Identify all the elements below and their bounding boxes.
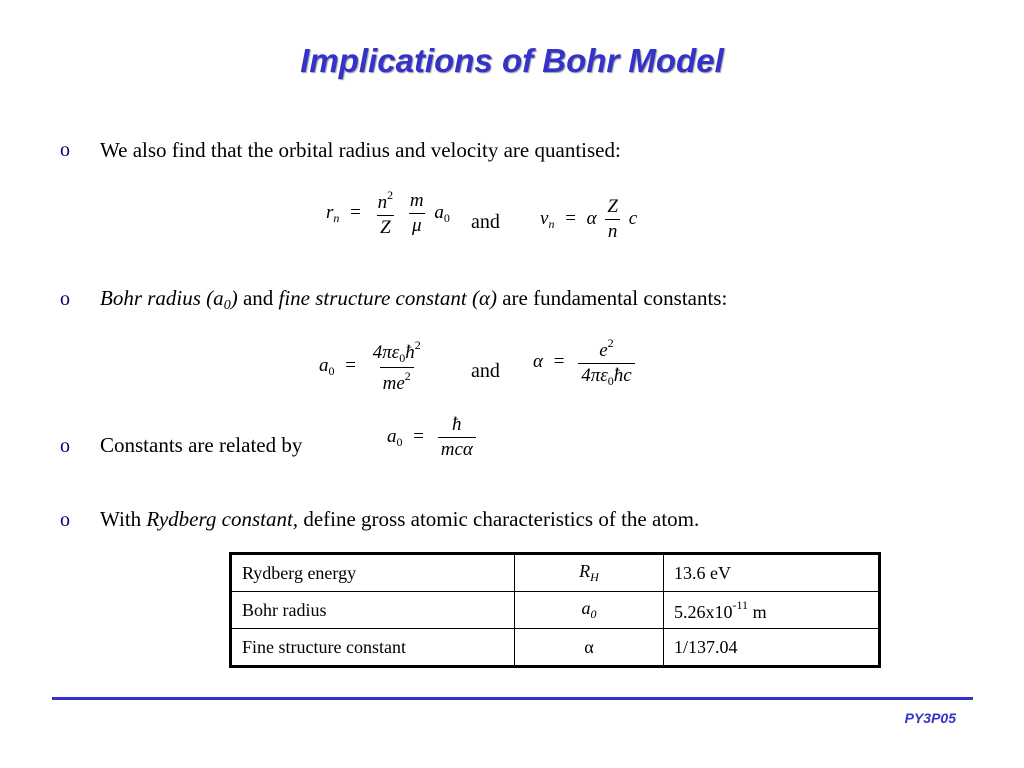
eq-operator: = xyxy=(345,354,356,376)
constant-value-cell xyxy=(664,592,880,629)
eq-symbol: m xyxy=(409,190,424,211)
bullet-text-1: We also find that the orbital radius and velocity are quantised: xyxy=(100,138,621,162)
eq-symbol: a xyxy=(387,425,397,447)
and-label-2: and xyxy=(471,360,500,382)
fraction xyxy=(578,336,634,389)
eq-symbol: a xyxy=(434,201,444,223)
symbol-text: R xyxy=(579,561,591,581)
eq-symbol: 4πε xyxy=(581,365,608,386)
eq-symbol: ħ xyxy=(405,342,415,363)
constant-value-cell xyxy=(664,629,880,667)
trailing-text: are fundamental constants: xyxy=(496,286,728,310)
symbol-subscript: H xyxy=(590,570,599,584)
slide-title: Implications of Bohr Model xyxy=(300,42,724,79)
term-subscript: 0 xyxy=(223,298,231,313)
footer-rule xyxy=(52,697,973,700)
bohr-radius-equation xyxy=(319,338,427,395)
constant-name-cell: Rydberg energy xyxy=(231,554,515,592)
eq-subscript: 0 xyxy=(443,210,450,225)
fraction xyxy=(375,188,397,239)
eq-symbol: a xyxy=(319,354,329,376)
eq-symbol: me xyxy=(382,373,405,394)
bullet-text-2 xyxy=(100,286,727,314)
eq-symbol: Z xyxy=(607,196,618,217)
fraction xyxy=(604,196,621,243)
constant-symbol-cell xyxy=(515,592,664,629)
bullet-text-4 xyxy=(100,507,699,532)
eq-subscript: 0 xyxy=(607,374,614,388)
italic-term: Bohr radius (a xyxy=(100,286,224,310)
footer-course-code: PY3P05 xyxy=(904,710,956,726)
eq-symbol: c xyxy=(628,207,638,229)
bullet-marker-1: o xyxy=(60,139,70,161)
value-unit: m xyxy=(748,601,767,622)
table-row xyxy=(231,592,880,629)
table-row xyxy=(231,629,880,667)
eq-symbol: mcα xyxy=(438,437,476,461)
eq-symbol: n xyxy=(377,192,388,213)
eq-subscript: 0 xyxy=(399,351,406,365)
eq-symbol: ħ xyxy=(452,414,462,435)
eq-symbol: n xyxy=(605,219,621,243)
eq-symbol: Z xyxy=(377,215,394,239)
eq-operator: = xyxy=(350,201,361,223)
velocity-equation xyxy=(540,196,637,243)
eq-symbol: 4πε xyxy=(372,342,400,363)
constant-name-cell: Bohr radius xyxy=(231,592,515,629)
value-text: 13.6 eV xyxy=(674,562,731,583)
fraction xyxy=(438,414,476,461)
eq-superscript: 2 xyxy=(607,336,614,350)
fraction xyxy=(407,190,427,237)
eq-subscript: 0 xyxy=(396,434,403,449)
bullet-marker-2: o xyxy=(60,288,70,310)
eq-symbol: e xyxy=(599,340,608,361)
table-row xyxy=(231,554,880,592)
constant-symbol-cell xyxy=(515,629,664,667)
eq-subscript: n xyxy=(548,216,555,231)
eq-symbol: v xyxy=(540,207,549,229)
eq-operator: = xyxy=(413,425,424,447)
eq-superscript: 2 xyxy=(414,338,421,352)
eq-symbol: μ xyxy=(409,213,425,237)
italic-term: fine structure constant (α) xyxy=(278,286,497,310)
eq-subscript: 0 xyxy=(328,363,335,378)
and-label-1: and xyxy=(471,211,500,233)
bullet-text-3: Constants are related by xyxy=(100,433,303,457)
bullet-marker-4: o xyxy=(60,509,70,531)
value-text: 1/137.04 xyxy=(674,636,738,657)
constant-value-cell xyxy=(664,554,880,592)
constant-name-cell: Fine structure constant xyxy=(231,629,515,667)
symbol-text: α xyxy=(584,636,594,657)
eq-symbol: ħc xyxy=(613,365,632,386)
constant-symbol-cell xyxy=(515,554,664,592)
symbol-subscript: 0 xyxy=(590,607,597,621)
value-superscript: -11 xyxy=(732,597,749,612)
eq-subscript: n xyxy=(333,210,340,225)
eq-symbol: α xyxy=(586,207,597,229)
fraction xyxy=(370,338,424,395)
italic-term: Rydberg constant, xyxy=(146,507,299,531)
connector-text: and xyxy=(237,286,279,310)
constants-table xyxy=(229,552,881,668)
eq-superscript: 2 xyxy=(387,188,394,202)
italic-term-close: ) xyxy=(230,286,238,310)
radius-equation xyxy=(326,188,450,239)
trailing-text: define gross atomic characteristics of the atom. xyxy=(298,507,700,531)
eq-operator: = xyxy=(553,350,565,372)
leading-text: With xyxy=(100,507,147,531)
eq-symbol: α xyxy=(533,350,543,372)
eq-symbol: r xyxy=(326,201,334,223)
relation-equation xyxy=(387,414,479,461)
value-text: 5.26x10 xyxy=(674,601,733,622)
eq-operator: = xyxy=(565,207,576,229)
bullet-marker-3: o xyxy=(60,435,70,457)
fine-structure-equation xyxy=(533,336,638,389)
eq-superscript: 2 xyxy=(404,369,411,383)
symbol-text: a xyxy=(581,598,591,618)
